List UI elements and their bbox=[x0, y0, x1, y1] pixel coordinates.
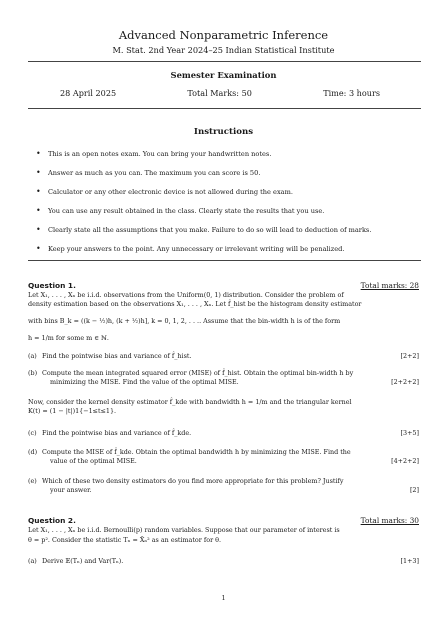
instruction-item: • You can use any result obtained in the class. Clearly state the results that you use. bbox=[36, 207, 426, 226]
question-1-intro-line: h = 1/m for some m ∈ ℕ. bbox=[28, 334, 109, 342]
part-label: (c) bbox=[28, 429, 37, 437]
instruction-item: • Answer as much as you can. The maximum you can score is 50. bbox=[36, 169, 426, 188]
part-text: Compute the mean integrated squared error (MISE) of f̂_hist. Obtain the optimal bin-width h by bbox=[42, 369, 354, 377]
exam-title: Semester Examination bbox=[170, 70, 277, 80]
question-2-header bbox=[28, 516, 419, 525]
question-1-intro-line: density estimation based on the observations X₁, . . . , Xₙ. Let f̂_hist be the histogram density estimator bbox=[28, 300, 362, 308]
part-label: (a) bbox=[28, 352, 37, 360]
instruction-item: • Clearly state all the assumptions that you make. Failure to do so will lead to deduction of marks. bbox=[36, 226, 426, 245]
instruction-item: • Keep your answers to the point. Any unnecessary or irrelevant writing will be penalized. bbox=[36, 245, 426, 264]
exam-time: Time: 3 hours bbox=[323, 88, 380, 98]
part-marks: [2+2+2] bbox=[391, 378, 419, 386]
part-label: (e) bbox=[28, 477, 37, 485]
part-marks: [4+2+2] bbox=[391, 457, 419, 465]
part-text: Which of these two density estimators do you find more appropriate for this problem? Justify bbox=[42, 477, 344, 485]
part-label: (d) bbox=[28, 448, 38, 456]
part-marks: [1+3] bbox=[400, 557, 419, 565]
part-text-continued: minimizing the MISE. Find the value of the optimal MISE. bbox=[50, 378, 239, 386]
part-text: Derive 𝔼(Tₙ) and Var(Tₙ). bbox=[42, 557, 124, 565]
exam-total-marks: Total Marks: 50 bbox=[187, 88, 252, 98]
part-text: Find the pointwise bias and variance of f̂_kde. bbox=[42, 429, 192, 437]
header-rule-top bbox=[28, 61, 421, 62]
page-number: 1 bbox=[221, 594, 226, 602]
part-label: (a) bbox=[28, 557, 37, 565]
header-rule-bottom bbox=[28, 108, 421, 109]
instructions-rule bbox=[28, 260, 421, 261]
instructions-title: Instructions bbox=[193, 127, 254, 137]
part-marks: [2] bbox=[409, 486, 419, 494]
part-label: (b) bbox=[28, 369, 38, 377]
course-subtitle: M. Stat. 2nd Year 2024–25 Indian Statistical Institute bbox=[112, 45, 335, 55]
question-1-kernel-line: Now, consider the kernel density estimator f̂_kde with bandwidth h = 1/m and the triangular kernel bbox=[28, 398, 352, 406]
part-text-continued: your answer. bbox=[50, 486, 92, 494]
instruction-item: • This is an open notes exam. You can bring your handwritten notes. bbox=[36, 150, 426, 169]
question-1-title: Question 1. bbox=[28, 281, 76, 290]
exam-meta bbox=[60, 88, 380, 98]
exam-date: 28 April 2025 bbox=[60, 88, 117, 98]
instructions-list bbox=[36, 150, 426, 264]
part-marks: [2+2] bbox=[400, 352, 419, 360]
question-1-marks: Total marks: 28 bbox=[360, 281, 419, 290]
part-text: Compute the MISE of f̂_kde. Obtain the optimal bandwidth h by minimizing the MISE. Find the bbox=[42, 448, 351, 456]
question-2-title: Question 2. bbox=[28, 516, 76, 525]
question-1-intro-line: Let X₁, . . . , Xₙ be i.i.d. observations from the Uniform(0, 1) distribution. Consider the problem of bbox=[28, 291, 344, 299]
question-1-header bbox=[28, 281, 419, 290]
part-text: Find the pointwise bias and variance of f̂_hist. bbox=[42, 352, 192, 360]
question-2-intro-line: Let X₁, . . . , Xₙ be i.i.d. Bernoulli(p) random variables. Suppose that our parameter of interest is bbox=[28, 526, 340, 534]
question-2-marks: Total marks: 30 bbox=[360, 516, 419, 525]
question-2-intro-line: θ = p². Consider the statistic Tₙ = X̄ₙ² as an estimator for θ. bbox=[28, 536, 222, 544]
question-1-kernel-line: K(t) = (1 − |t|)1{−1≤t≤1}. bbox=[28, 407, 117, 415]
part-text-continued: value of the optimal MISE. bbox=[50, 457, 137, 465]
instruction-item: • Calculator or any other electronic device is not allowed during the exam. bbox=[36, 188, 426, 207]
course-title: Advanced Nonparametric Inference bbox=[118, 28, 329, 42]
question-1-intro-line: with bins B_k = ((k − ½)h, (k + ½)h], k = 0, 1, 2, . . .. Assume that the bin-width h is of the form bbox=[28, 317, 341, 325]
part-marks: [3+5] bbox=[400, 429, 419, 437]
